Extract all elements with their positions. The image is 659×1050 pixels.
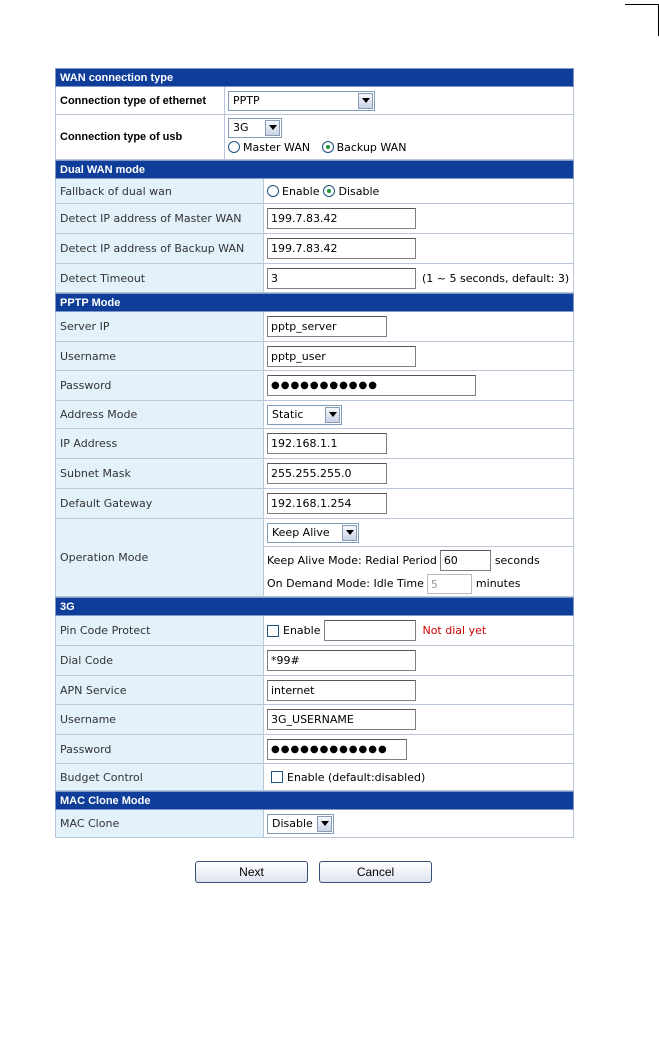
timeout-input[interactable]: 3 <box>267 268 416 289</box>
pptp-username-label: Username <box>55 342 264 370</box>
row-apn <box>55 676 574 705</box>
next-button[interactable]: Next <box>195 861 308 883</box>
address-mode-cell <box>264 401 574 428</box>
redial-unit: seconds <box>494 553 540 567</box>
default-gateway-input[interactable]: 192.168.1.254 <box>267 493 387 514</box>
cancel-button[interactable]: Cancel <box>319 861 432 883</box>
redial-line <box>267 550 573 571</box>
redial-input[interactable]: 60 <box>440 550 491 571</box>
server-ip-cell <box>264 312 574 341</box>
row-ethernet-type <box>55 87 574 115</box>
page-corner-mark <box>625 0 659 36</box>
row-operation-mode <box>55 519 574 597</box>
ethernet-type-label: Connection type of ethernet <box>55 87 225 114</box>
usb-type-select[interactable] <box>228 118 282 138</box>
row-backup-ip <box>55 234 574 264</box>
wan-role-options <box>228 141 414 157</box>
pin-enable-checkbox[interactable] <box>267 625 279 637</box>
idle-input[interactable]: 5 <box>427 574 472 594</box>
section-header-3g: 3G <box>55 597 574 616</box>
row-mac-clone <box>55 810 574 838</box>
backup-ip-label: Detect IP address of Backup WAN <box>55 234 264 263</box>
budget-enable-checkbox[interactable] <box>271 771 283 783</box>
subnet-mask-cell <box>264 459 574 488</box>
idle-line <box>267 574 573 594</box>
subnet-mask-input[interactable]: 255.255.255.0 <box>267 463 387 484</box>
redial-label: Keep Alive Mode: Redial Period <box>267 553 437 567</box>
pptp-username-cell <box>264 342 574 370</box>
apn-input[interactable]: internet <box>267 680 416 701</box>
operation-mode-cell <box>264 519 574 596</box>
chevron-down-icon[interactable] <box>317 816 332 832</box>
row-subnet-mask <box>55 459 574 489</box>
pin-code-cell <box>264 616 574 645</box>
radio-icon[interactable] <box>267 185 279 197</box>
budget-control-cell <box>264 764 574 790</box>
operation-mode-value: Keep Alive <box>272 526 330 539</box>
backup-wan-option[interactable] <box>322 141 407 154</box>
dial-status-text: Not dial yet <box>422 624 487 637</box>
row-default-gateway <box>55 489 574 519</box>
pin-code-input[interactable] <box>324 620 416 641</box>
row-pin-code <box>55 616 574 646</box>
pptp-password-label: Password <box>55 371 264 400</box>
radio-selected-icon[interactable] <box>323 185 335 197</box>
row-fallback <box>55 179 574 204</box>
server-ip-input[interactable]: pptp_server <box>267 316 387 337</box>
operation-mode-label: Operation Mode <box>55 519 264 596</box>
chevron-down-icon[interactable] <box>358 93 373 109</box>
row-pptp-password <box>55 371 574 401</box>
mac-clone-label: MAC Clone <box>55 810 264 837</box>
fallback-enable-option[interactable] <box>267 185 319 198</box>
mac-clone-select[interactable] <box>267 814 334 834</box>
master-wan-option[interactable] <box>228 141 310 154</box>
pptp-username-input[interactable]: pptp_user <box>267 346 416 367</box>
operation-mode-details <box>264 547 573 596</box>
row-pptp-username <box>55 342 574 371</box>
pin-enable-label: Enable <box>283 624 321 637</box>
fallback-disable-label: Disable <box>338 184 380 198</box>
chevron-down-icon[interactable] <box>342 525 357 541</box>
dial-code-label: Dial Code <box>55 646 264 675</box>
timeout-cell <box>264 264 574 292</box>
mac-clone-value: Disable <box>272 817 313 830</box>
master-wan-label: Master WAN <box>243 140 311 154</box>
chevron-down-icon[interactable] <box>325 407 340 423</box>
g3-username-input[interactable]: 3G_USERNAME <box>267 709 416 730</box>
g3-password-cell <box>264 735 574 763</box>
fallback-disable-option[interactable] <box>323 185 379 198</box>
master-ip-cell <box>264 204 574 233</box>
master-ip-label: Detect IP address of Master WAN <box>55 204 264 233</box>
pptp-password-cell <box>264 371 574 400</box>
ip-address-label: IP Address <box>55 429 264 458</box>
apn-cell <box>264 676 574 704</box>
form-buttons <box>195 861 432 883</box>
row-address-mode <box>55 401 574 429</box>
address-mode-label: Address Mode <box>55 401 264 428</box>
usb-type-value: 3G <box>233 121 249 135</box>
backup-wan-label: Backup WAN <box>336 140 407 154</box>
fallback-cell <box>264 179 574 203</box>
dial-code-input[interactable]: *99# <box>267 650 416 671</box>
usb-type-cell <box>225 115 574 159</box>
g3-password-input[interactable]: ●●●●●●●●●●●● <box>267 739 407 760</box>
g3-username-cell <box>264 705 574 734</box>
master-ip-input[interactable]: 199.7.83.42 <box>267 208 416 229</box>
section-header-mac-clone: MAC Clone Mode <box>55 791 574 810</box>
section-header-dual-wan: Dual WAN mode <box>55 160 574 179</box>
budget-enable-label: Enable (default:disabled) <box>287 770 426 784</box>
default-gateway-label: Default Gateway <box>55 489 264 518</box>
ip-address-input[interactable]: 192.168.1.1 <box>267 433 387 454</box>
backup-ip-cell <box>264 234 574 263</box>
backup-ip-input[interactable]: 199.7.83.42 <box>267 238 416 259</box>
address-mode-value: Static <box>272 408 304 421</box>
subnet-mask-label: Subnet Mask <box>55 459 264 488</box>
idle-label: On Demand Mode: Idle Time <box>267 577 424 590</box>
operation-mode-select-row <box>264 519 573 547</box>
address-mode-select[interactable] <box>267 405 342 425</box>
row-master-ip <box>55 204 574 234</box>
timeout-label: Detect Timeout <box>55 264 264 292</box>
idle-unit: minutes <box>475 577 521 590</box>
wan-settings-form <box>55 68 574 838</box>
fallback-label: Fallback of dual wan <box>55 179 264 203</box>
apn-label: APN Service <box>55 676 264 704</box>
ethernet-type-select[interactable] <box>228 91 375 111</box>
row-dial-code <box>55 646 574 676</box>
row-ip-address <box>55 429 574 459</box>
budget-control-label: Budget Control <box>55 764 264 790</box>
row-timeout <box>55 264 574 293</box>
mac-clone-cell <box>264 810 574 837</box>
section-header-wan-type: WAN connection type <box>55 68 574 87</box>
radio-selected-icon[interactable] <box>322 141 334 153</box>
row-3g-username <box>55 705 574 735</box>
timeout-note: (1 ~ 5 seconds, default: 3) <box>422 271 570 285</box>
g3-password-label: Password <box>55 735 264 763</box>
section-header-pptp: PPTP Mode <box>55 293 574 312</box>
pin-code-label: Pin Code Protect <box>55 616 264 645</box>
radio-icon[interactable] <box>228 141 240 153</box>
usb-type-label: Connection type of usb <box>55 115 225 159</box>
operation-mode-select[interactable] <box>267 523 359 543</box>
ethernet-type-value: PPTP <box>233 94 260 107</box>
fallback-enable-label: Enable <box>282 184 320 198</box>
pptp-password-input[interactable]: ●●●●●●●●●●● <box>267 375 476 396</box>
row-server-ip <box>55 312 574 342</box>
ethernet-type-cell <box>225 87 574 114</box>
default-gateway-cell <box>264 489 574 518</box>
row-usb-type <box>55 115 574 160</box>
row-3g-password <box>55 735 574 764</box>
chevron-down-icon[interactable] <box>265 120 280 136</box>
dial-code-cell <box>264 646 574 675</box>
ip-address-cell <box>264 429 574 458</box>
server-ip-label: Server IP <box>55 312 264 341</box>
row-budget-control <box>55 764 574 791</box>
g3-username-label: Username <box>55 705 264 734</box>
